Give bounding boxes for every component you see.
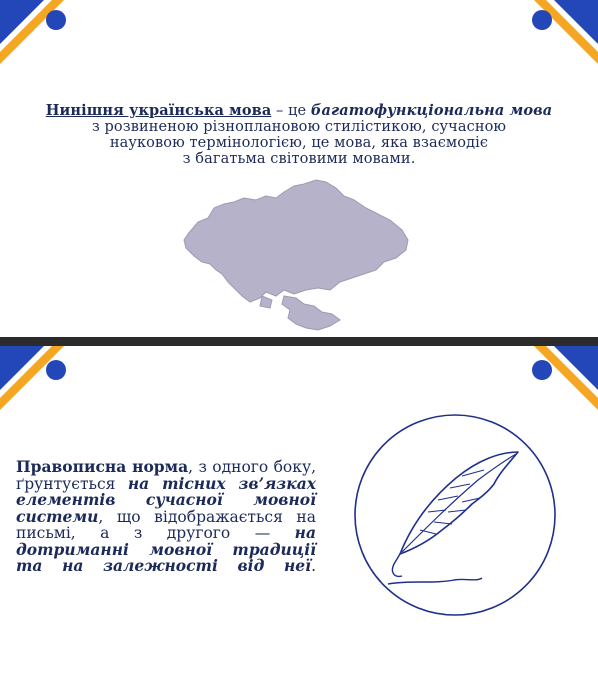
corner-decoration-left xyxy=(0,0,80,80)
norm-emphasis-1: на тісних зв’язках елементів сучасної мовної системи xyxy=(16,473,316,526)
norm-part-1: , з одного боку, ґрунтується xyxy=(16,458,316,493)
definition-line-4: з багатьма світовими мовами. xyxy=(182,151,416,167)
norm-term: Правописна норма xyxy=(16,457,189,476)
definition-term: Нинішня українська мова xyxy=(45,102,272,119)
quill-pen-icon xyxy=(350,412,560,618)
norm-emphasis-2: на дотриманні мовної традиції та на залежності від неї xyxy=(16,523,316,575)
definition-line-2: з розвиненою різноплановою стилістикою, сучасною xyxy=(91,119,507,135)
norm-part-2: , що відображається на письмі, а з другого — xyxy=(16,507,316,542)
corner-decoration-right xyxy=(518,0,598,80)
definition-line-3: науковою термінологією, це мова, яка взаємодіє xyxy=(109,135,489,151)
ukraine-map-icon xyxy=(180,178,412,334)
corner-decoration-left xyxy=(0,346,80,426)
definition-dash: – це xyxy=(271,103,311,119)
definition-text xyxy=(20,103,578,167)
definition-emphasis: багатофункціональна мова xyxy=(310,102,553,119)
slide-1 xyxy=(0,0,598,337)
slide-2 xyxy=(0,346,598,680)
orthographic-norm-text xyxy=(16,459,316,575)
norm-end: . xyxy=(311,557,316,575)
